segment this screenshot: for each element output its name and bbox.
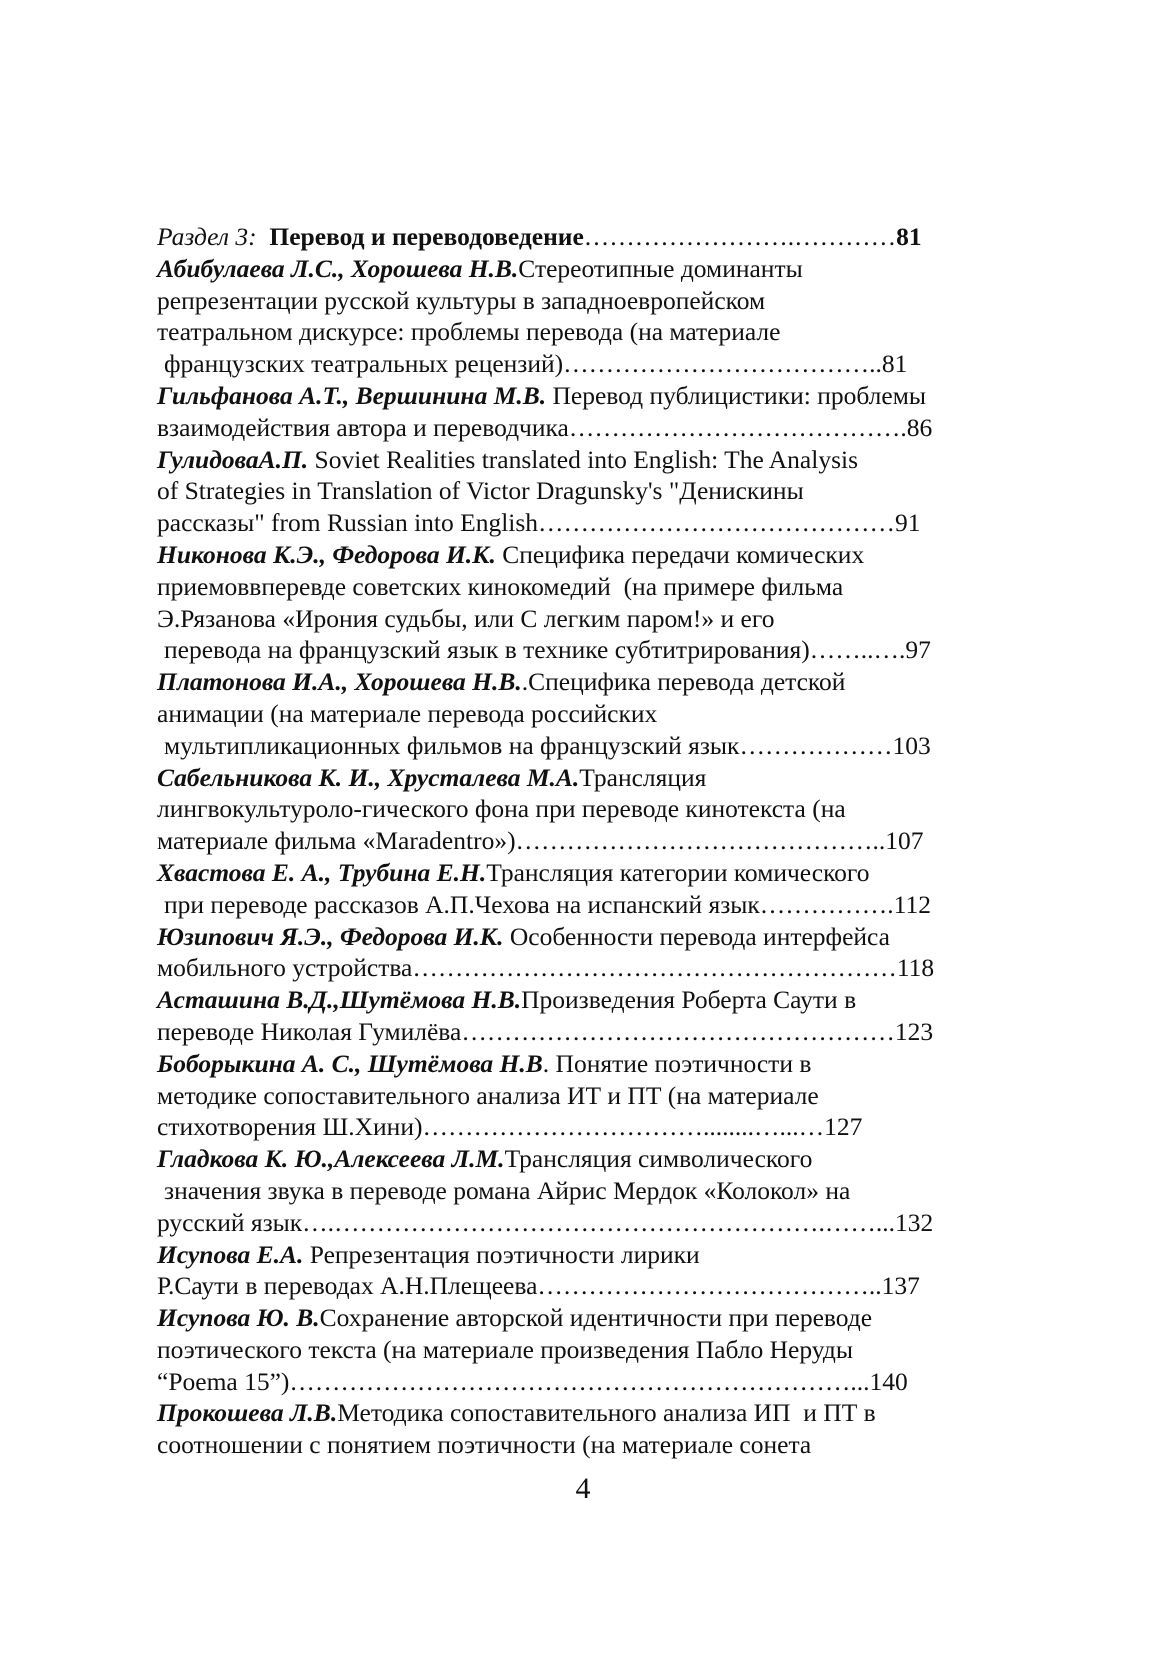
entry-title-continued: мультипликационных фильмов на французский язык………………103 — [164, 730, 931, 760]
toc-entry-line — [157, 984, 1017, 1016]
entry-title-continued: взаимодействия автора и переводчика………………………………….86 — [157, 412, 933, 442]
entry-title-continued: поэтического текста (на материале произведения Пабло Неруды — [157, 1334, 854, 1364]
toc-entry-line — [157, 857, 1017, 889]
entry-title-continued: французских театральных рецензий)………………………………..81 — [164, 349, 908, 379]
entry-title-continued: репрезентации русской культуры в западноевропейском — [157, 285, 766, 315]
toc-entry-line — [157, 444, 1017, 476]
entry-title-start: Сохранение авторской идентичности при переводе — [319, 1303, 873, 1333]
entry-title-continued: лингвокультуроло-гического фона при переводе кинотекста (на — [157, 794, 846, 824]
entry-title-continued: соотношении с понятием поэтичности (на материале сонета — [157, 1430, 812, 1460]
page-number: 4 — [575, 1472, 591, 1505]
entry-authors: Юзипович Я.Э., Федорова И.К. — [157, 921, 504, 951]
toc-entry-line — [157, 1429, 1017, 1461]
toc-entry-line — [157, 1239, 1017, 1271]
toc-entry-line — [157, 571, 1017, 603]
entry-title-continued: “Poema 15”)…………………………………………………………...140 — [157, 1366, 908, 1396]
entry-authors: Исупова Ю. В. — [157, 1303, 320, 1333]
toc-entry-line — [157, 1080, 1017, 1112]
toc-entry-line — [157, 316, 1017, 348]
entry-title-continued: театральном дискурсе: проблемы перевода (на материале — [157, 317, 781, 347]
entry-title-start: Особенности перевода интерфейса — [503, 921, 890, 951]
entry-authors: Хвастова Е. А., Трубина Е.Н. — [157, 857, 487, 887]
toc-entry-line — [157, 1175, 1017, 1207]
entry-title-continued: приемоввперевде советских кинокомедий (на примере фильма — [157, 571, 844, 601]
entry-title-start: Трансляция категории комического — [486, 857, 870, 887]
entry-authors: ГулидоваА.П. — [157, 444, 309, 474]
section-dots: …………………….………… — [583, 222, 897, 251]
entry-authors: Боборыкина А. С., Шутёмова Н.В — [157, 1048, 543, 1078]
entry-title-continued: рассказы" from Russian into English……………………………………91 — [157, 508, 921, 538]
toc-entry-line — [157, 539, 1017, 571]
entry-authors: Платонова И.А., Хорошева Н.В. — [157, 667, 522, 697]
toc-entry-line — [157, 603, 1017, 635]
entry-title-continued: русский язык….………………………………………………….……...132 — [157, 1207, 934, 1237]
entry-title-start: Произведения Роберта Саути в — [521, 985, 857, 1015]
entry-title-continued: значения звука в переводе романа Айрис Мердок «Колокол» на — [164, 1175, 851, 1205]
entry-authors: Гильфанова А.Т., Вершинина М.В. — [157, 380, 547, 410]
entry-title-start: . Понятие поэтичности в — [542, 1048, 812, 1078]
entry-title-continued: of Strategies in Translation of Victor Dragunsky's "Денискины — [157, 476, 804, 506]
section-label: Раздел 3: — [157, 222, 257, 251]
entry-authors: Никонова К.Э., Федорова И.К. — [157, 539, 496, 569]
entry-title-continued: перевода на французский язык в технике субтитрирования)……..….97 — [164, 635, 931, 665]
section-heading — [157, 221, 1017, 253]
entry-title-continued: материале фильма «Maradentro»)……………………………………..107 — [157, 826, 924, 856]
toc-entry-line — [157, 380, 1017, 412]
entry-authors: Исупова Е.А. — [157, 1239, 304, 1269]
entry-title-start: Трансляция — [579, 762, 707, 792]
toc-entry-line — [157, 921, 1017, 953]
entry-title-start: Репрезентация поэтичности лирики — [303, 1239, 700, 1269]
toc-entry-line — [157, 1111, 1017, 1143]
toc-entry-line — [157, 762, 1017, 794]
toc-entry-line — [157, 1366, 1017, 1398]
toc-entry-line — [157, 1397, 1017, 1429]
toc-entry-line — [157, 1302, 1017, 1334]
toc-entry-line — [157, 1334, 1017, 1366]
toc-entry-line — [157, 285, 1017, 317]
toc-entry-line — [157, 1048, 1017, 1080]
entry-authors: Гладкова К. Ю.,Алексеева Л.М. — [157, 1144, 505, 1174]
toc-entry-line — [157, 889, 1017, 921]
entry-title-continued: анимации (на материале перевода российских — [157, 698, 658, 728]
toc-entry-line — [157, 1270, 1017, 1302]
entry-title-continued: при переводе рассказов А.П.Чехова на испанский язык…………….112 — [164, 889, 931, 919]
entry-authors: Сабельникова К. И., Хрусталева М.А. — [157, 762, 580, 792]
entry-title-start: .Специфика перевода детской — [521, 667, 846, 697]
section-page: 81 — [896, 222, 922, 251]
entry-title-start: Soviet Realities translated into English: The Analysis — [308, 444, 859, 474]
toc-entries — [157, 253, 1017, 1461]
toc-entry-line — [157, 507, 1017, 539]
section-title: Перевод и переводоведение — [269, 222, 584, 251]
toc-entry-line — [157, 634, 1017, 666]
toc-entry-line — [157, 475, 1017, 507]
entry-title-start: Перевод публицистики: проблемы — [546, 380, 926, 410]
entry-title-continued: переводе Николая Гумилёва……………………………………………123 — [157, 1016, 934, 1046]
entry-title-start: Методика сопоставительного анализа ИП и ПТ в — [337, 1398, 876, 1428]
toc-entry-line — [157, 730, 1017, 762]
toc-entry-line — [157, 952, 1017, 984]
entry-title-start: Стереотипные доминанты — [518, 253, 803, 283]
toc-entry-line — [157, 1207, 1017, 1239]
entry-title-continued: методике сопоставительного анализа ИТ и ПТ (на материале — [157, 1080, 819, 1110]
entry-authors: Прокошева Л.В. — [157, 1398, 338, 1428]
toc-entry-line — [157, 698, 1017, 730]
toc-entry-line — [157, 666, 1017, 698]
toc-entry-line — [157, 825, 1017, 857]
toc-entry-line — [157, 1016, 1017, 1048]
entry-title-continued: Э.Рязанова «Ирония судьбы, или С легким паром!» и его — [157, 603, 775, 633]
toc-entry-line — [157, 412, 1017, 444]
toc-entry-line — [157, 1143, 1017, 1175]
entry-title-start: Трансляция символического — [504, 1144, 813, 1174]
toc-entry-line — [157, 348, 1017, 380]
entry-title-continued: мобильного устройства…………………………………………………118 — [157, 953, 935, 983]
table-of-contents — [157, 221, 1017, 1461]
entry-title-continued: стихотворения Ш.Хини)……………………………........…...…127 — [157, 1112, 863, 1142]
toc-entry-line — [157, 793, 1017, 825]
toc-entry-line — [157, 253, 1017, 285]
entry-authors: Асташина В.Д.,Шутёмова Н.В. — [157, 985, 522, 1015]
entry-title-start: Специфика передачи комических — [495, 539, 865, 569]
entry-authors: Абибулаева Л.С., Хорошева Н.В. — [157, 253, 519, 283]
entry-title-continued: Р.Саути в переводах А.Н.Плещеева…………………………………..137 — [157, 1271, 920, 1301]
